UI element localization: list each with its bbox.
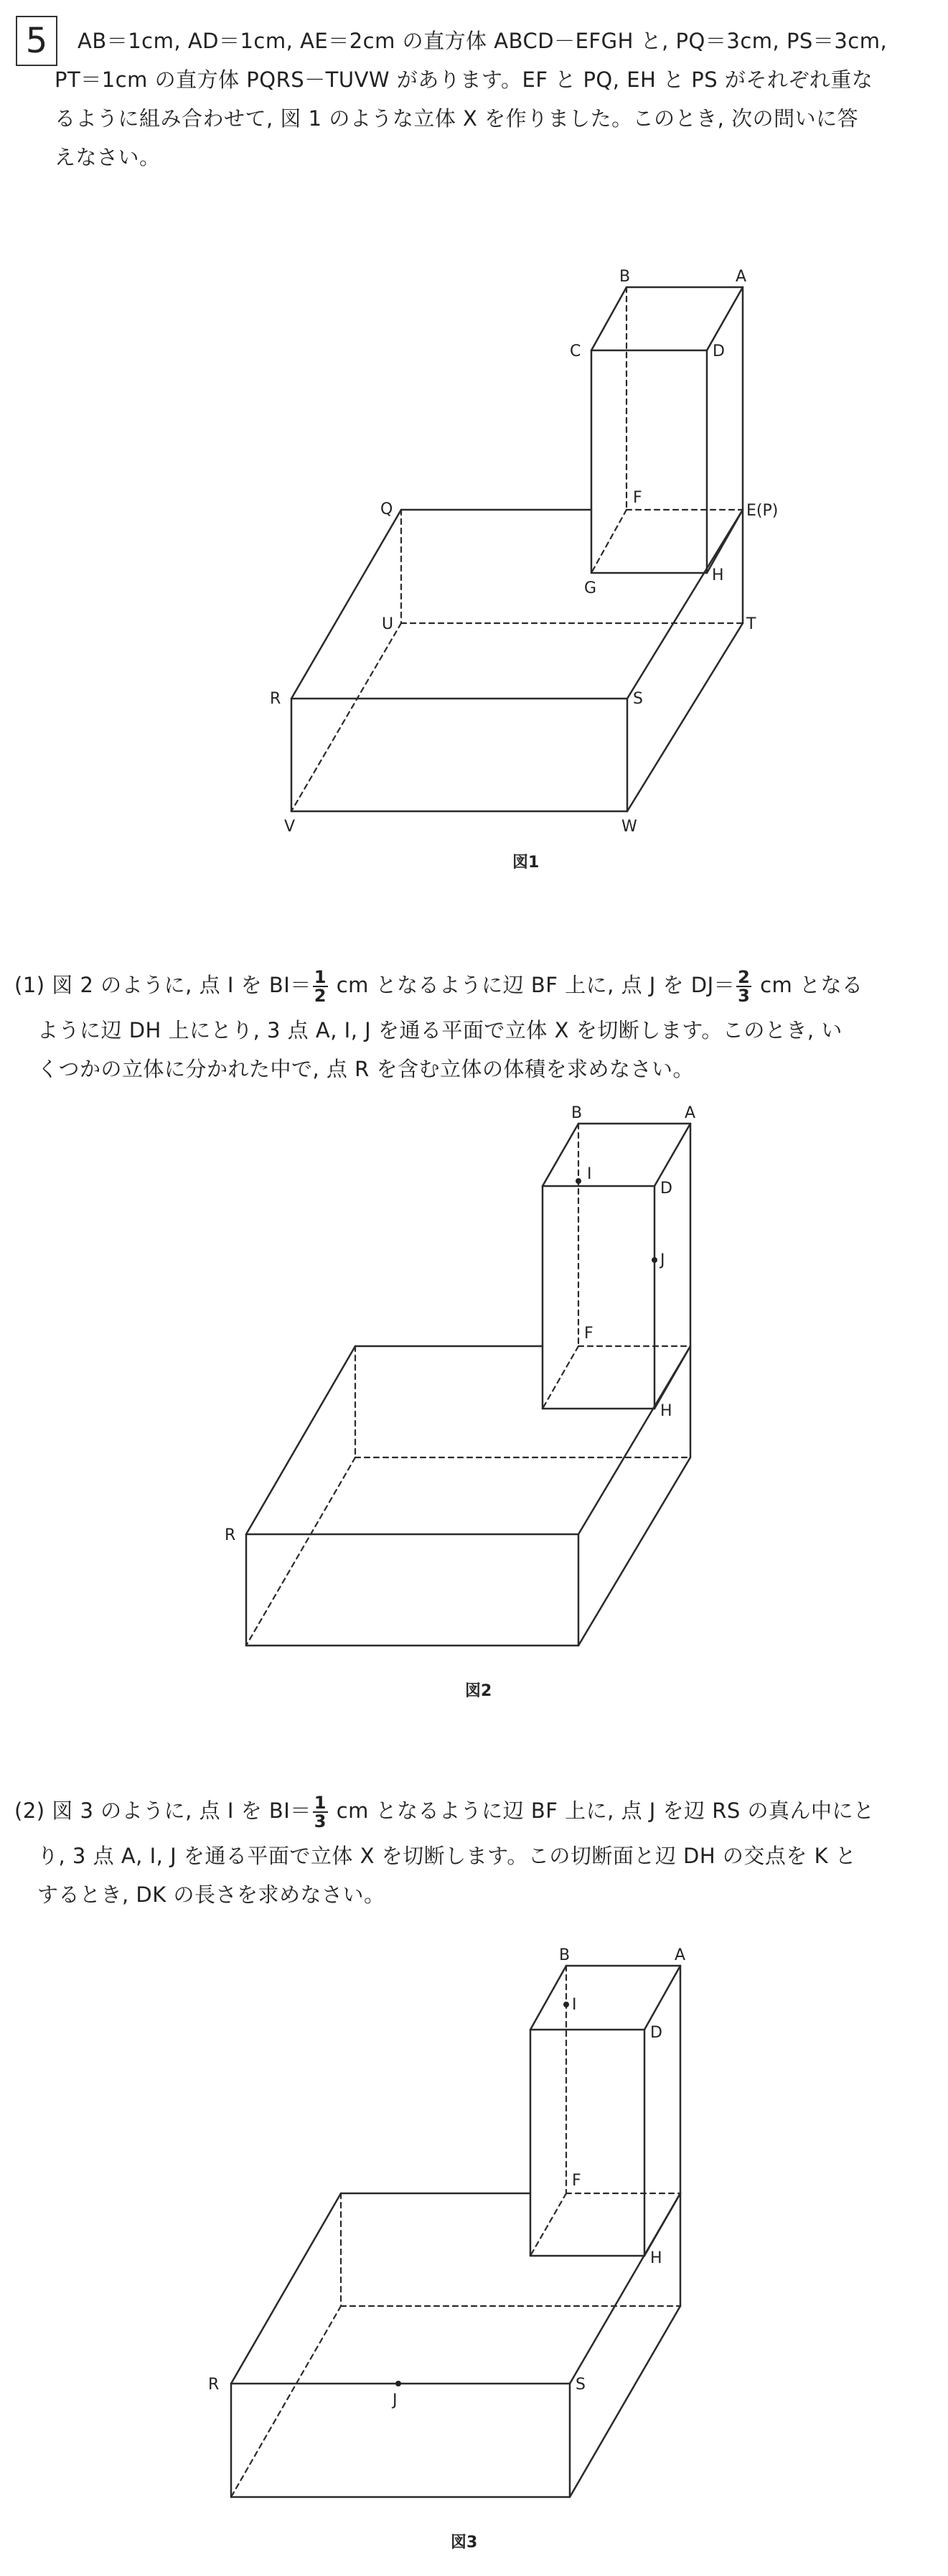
part1-line2: ように辺 DH 上にとり, 3 点 A, I, J を通る平面で立体 X を切断します。このとき, い xyxy=(37,1018,843,1042)
part2-line1-b: cm となるように辺 BF 上に, 点 J を辺 RS の真ん中にと xyxy=(329,1798,875,1823)
part1-line1-c: cm となる xyxy=(753,973,863,997)
part2-line3: するとき, DK の長さを求めなさい。 xyxy=(37,1882,385,1907)
fig3-label-J: J xyxy=(393,2391,398,2409)
fig2-label-A: A xyxy=(685,1104,696,1122)
fig1-label-A: A xyxy=(736,268,747,286)
fig1-label-T: T xyxy=(746,615,756,633)
fig3-label-S: S xyxy=(576,2376,586,2394)
fig3-label-A: A xyxy=(675,1946,686,1964)
fig1-label-B: B xyxy=(619,268,631,286)
question-number-box: 5 xyxy=(16,16,57,66)
fig1-label-EP: E(P) xyxy=(746,502,779,520)
intro-line-1: AB＝1cm, AD＝1cm, AE＝2cm の直方体 ABCD－EFGH と, PQ＝3cm, PS＝3cm, xyxy=(78,29,888,53)
fig1-label-D: D xyxy=(713,342,725,360)
fig2-label-B: B xyxy=(571,1104,583,1122)
fig3-label-B: B xyxy=(559,1946,571,1964)
fig2-label-I: I xyxy=(587,1165,592,1183)
fig3-label-D: D xyxy=(650,2024,662,2042)
part1-line1-b: cm となるように辺 BF 上に, 点 J を DJ＝ xyxy=(329,973,736,997)
part1-frac1-num: 1 xyxy=(314,967,327,987)
fig1-label-S: S xyxy=(633,690,643,708)
fig1-label-C: C xyxy=(570,342,581,360)
fig2-label-F: F xyxy=(584,1325,593,1343)
fig3-label-F: F xyxy=(572,2172,581,2190)
fig3-label-R: R xyxy=(208,2376,220,2394)
fig3-caption: 図3 xyxy=(451,2534,478,2552)
fig1-label-V: V xyxy=(284,818,296,836)
fig2-caption: 図2 xyxy=(465,1682,492,1700)
intro-line-2: PT＝1cm の直方体 PQRS－TUVW があります。EF と PQ, EH と PS がそれぞれ重な xyxy=(55,67,873,92)
fig1-label-G: G xyxy=(584,579,597,597)
fig1-label-R: R xyxy=(270,690,281,708)
part2-line1-a: (2) 図 3 のように, 点 I を BI＝ xyxy=(14,1798,311,1823)
part1-frac2-den: 3 xyxy=(738,986,751,1006)
part1-line1-a: (1) 図 2 のように, 点 I を BI＝ xyxy=(14,973,311,997)
part1-frac2-num: 2 xyxy=(738,967,751,987)
fig1-label-W: W xyxy=(621,818,637,836)
fig2-label-J: J xyxy=(660,1251,665,1269)
part2-frac1-den: 3 xyxy=(314,1811,327,1831)
part2-line2: り, 3 点 A, I, J を通る平面で立体 X を切断します。この切断面と辺 DH の交点を K と xyxy=(37,1844,857,1868)
fig3-point-I xyxy=(563,2002,569,2007)
fig1-label-Q: Q xyxy=(380,500,393,518)
part1-line3: くつかの立体に分かれた中で, 点 R を含む立体の体積を求めなさい。 xyxy=(37,1057,695,1081)
part1-frac1-den: 2 xyxy=(314,986,327,1006)
intro-line-4: えなさい。 xyxy=(55,145,161,169)
fig3-label-I: I xyxy=(572,1996,577,2014)
intro-line-3: るように組み合わせて, 図 1 のような立体 X を作りました。このとき, 次の問いに答 xyxy=(55,106,859,131)
fig1-caption: 図1 xyxy=(512,854,540,872)
fig3-label-H: H xyxy=(650,2249,662,2267)
fig2-label-H: H xyxy=(660,1402,672,1420)
fig1-label-F: F xyxy=(633,489,642,507)
fig1-label-H: H xyxy=(712,566,724,584)
fig3-point-J xyxy=(395,2381,401,2386)
fig2-label-D: D xyxy=(660,1180,672,1198)
fig1-label-U: U xyxy=(382,615,394,633)
fig2-label-R: R xyxy=(225,1526,236,1544)
part2-frac1-num: 1 xyxy=(314,1793,327,1813)
